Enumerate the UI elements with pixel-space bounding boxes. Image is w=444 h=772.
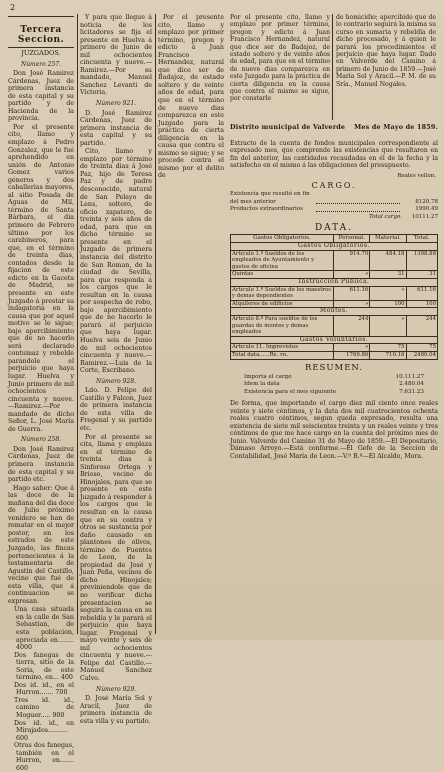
resumen-value: 10.111.27 <box>395 373 424 380</box>
existencia-value: 7.631.23 <box>399 388 424 395</box>
total-cargo-value: 10111.27 <box>411 213 438 220</box>
section-rule <box>8 47 74 48</box>
closing-paragraph: De forma, que importando el cargo diez mil ciento once reales veinte y siete céntimos, y la data dos mil cuatrocientos ochenta reales cuatro céntimos, segun queda expresado, resulta una existencia de siete mil seiscientos treinta y un reales veinte y tres céntimos de que me hace cargo en la cuenta del próximo mes de Junio. Valverde del Camino 31 de Mayo de 1859.—El Depositario, Dámaso Arroyo.—Está conforme.—El Gefe de la Seccion de Contabilidad, José María de Leon.—V.º B.º—El Alcalde, Mora. <box>230 400 438 460</box>
cargo-label: Productos extraordinarios <box>230 206 303 213</box>
row-label: Artículo 1.º Sueldos de los empleados de Ayuntamiento y gastos de oficina <box>231 250 334 271</box>
row-total: 1398.88 <box>406 250 438 271</box>
row-total: 100 <box>406 300 438 308</box>
row-label: Quintas <box>231 271 334 279</box>
resumen-rows <box>230 374 438 389</box>
continuation-column-b: de homicidio; apercibido que de lo contrario seguirá la misma su curso en sumaria y rebeldía de dicho procesado, y á quien le parará los procedimientos el perjuicio que haya lugar. Dado en Valverde del Camino á primero de Junio de 1859.—José María Sol y Aracil.—P. M. de su Sría., Manuel Nogales. <box>336 14 436 88</box>
accounts-area <box>230 14 438 634</box>
row-material: 75 <box>370 344 406 352</box>
data-body <box>231 243 438 352</box>
row-total: 244 <box>406 316 438 337</box>
row-material: 484.18 <box>370 250 406 271</box>
notice-paragraph: Don José Ramirez Cárdenas, Juez de primera instancia de esta capital y su partido etc. <box>8 445 74 484</box>
juzgados-heading: JUZGADOS. <box>21 49 61 57</box>
district-name: Distrito municipal de Valverde <box>230 123 346 131</box>
cargo-heading: CARGO. <box>311 181 357 191</box>
col-header: Personal. <box>334 235 370 243</box>
resumen-heading: RESUMEN. <box>304 362 364 373</box>
account-statement <box>230 140 438 460</box>
property-item: Dos id. id., en Mirajados.......... 600 <box>14 719 74 742</box>
reales-vellon-label: Reales vellon. <box>397 172 436 179</box>
page-number: 2 <box>10 3 17 12</box>
row-material: 100 <box>370 300 406 308</box>
resumen-row <box>230 381 438 388</box>
notice-paragraph: Don José Ramirez Cárdenas, Juez de primera instancia de esta capital y su partido y de Hacienda de la provincia. <box>8 70 74 123</box>
total-cargo-row <box>230 214 438 221</box>
col-header: Material. <box>370 235 406 243</box>
resumen-label: Idem la data <box>244 381 280 388</box>
section-row <box>231 243 438 251</box>
row-personal: » <box>334 271 370 279</box>
row-material: » <box>370 316 406 337</box>
total-personal: 1769.86 <box>334 351 370 359</box>
row-personal: 914.70 <box>334 250 370 271</box>
row-personal: 244 <box>334 316 370 337</box>
column-2 <box>80 14 152 725</box>
property-item: Dos fanegas de tierra, sitio de la Soria, de este término, en... 400 <box>14 651 74 682</box>
notice-continuation <box>230 14 438 120</box>
column-divider <box>332 14 333 120</box>
section-name: Montes. <box>231 308 438 316</box>
existencia-label: Existencia para el mes siguiente <box>244 388 337 395</box>
cargo-value: 8120.78 <box>415 198 438 205</box>
table-row <box>231 316 438 337</box>
existencia-row <box>230 389 438 396</box>
row-total: 75 <box>406 344 438 352</box>
property-item: Dos id. id., en el Hurron....... 700 <box>14 681 74 697</box>
row-material: » <box>370 286 406 300</box>
district-month: Mes de Mayo de 1859. <box>354 123 438 131</box>
property-item: Tres id. id., camino de Moguer..... 900 <box>14 696 74 720</box>
row-label: Artículo 1.º Sueldos de los maestros y demas dependientes <box>231 286 334 300</box>
notice-paragraph: Por el presente cito, llamo y emplazo por primer término, pregon y edicto á Juan Francisco Hernandez, natural que dice ser de Badajoz, de estado soltero y de veinte años de edad, para que en el término de nueve dias comparezca en este Juzgado para la práctica de cierta diligencia en la causa que contra el mismo se sigue; y se procede contra el mismo por el delito de <box>158 14 224 180</box>
notice-number: Número 257. <box>20 60 62 68</box>
total-cargo-label: Total cargo. <box>368 213 402 220</box>
notice-paragraph: D. José Ramirez Cárdenas, Juez de primera instancia de esta capital y su partido. <box>80 109 152 147</box>
notice-paragraph: Cito, llamo y emplazo por término de treinta dias á José Paz, hijo de Teresa Paz y de padre desconocido, natural de San Pelayo de Lens, soltero, de oficio zapatero, de treinta y seis años de edad, para que en dicho término se presente en el Juzgado de primera instancia del distrito de San Roman, de la ciudad de Sevilla, para que responda á los cargos que le resultan en la causa por sospecha de robo, bajo apercibimiento que de no hacerlo le parará el perjuicio que haya lugar. Huelva seis de Junio de mil ochocientos cincuenta y nueve.—Ramirez.—Luis de la Corte, Escribano. <box>80 148 152 375</box>
property-item: Una casa situada en la calle de San Sebastian, de esta poblacion, apreciada en........ 4000 <box>14 606 74 652</box>
notice-paragraph: Por el presente cito, llamo y emplazo á Pedro Gonzalez, que le fué aprehendido en unión de Antonio Gomez varios géneros y dos caballerias mayores, al sitio Posada de Aguas de Mil, término de Santa Bárbara, el dia primero de Febrero último por los carabineros, para que, en el término de treinta dias, contados desde la fijacion de este edicto en la Gaceta de Madrid, se presente en este Juzgado á prestar su indagatoria en la causa que por aquel motivo se le sigue; bajo apercibimiento que de no hacerlo será declarado contumaz y rebelde parándole el perjuicio que haya lugar. Huelva y Junio primero de mil ochocientos cincuenta y nueve.—Ramirez.—Por mandado de dicho Señor, L. José María de Guerra. <box>8 123 74 433</box>
section-row <box>231 308 438 316</box>
total-total: 2480.04 <box>406 351 438 359</box>
table-row <box>231 344 438 352</box>
section-row <box>231 279 438 287</box>
notice-paragraph: Por el presente se cita, llama y emplaza en el término de treinta dias á Sinforoso Ortega y Brioso, vecino de Hinojales, para que se presente en este Juzgado á responder á los cargos que le resultan en la causa que en su contra y otros se sustancia por daño causado en plantones de olivos, término de Fuentes de Leon, de la propiedad de José y Juan Peña, vecinos de dicho Hinojales; previniendole que de no verificar dicha presentacion se seguirá la causa en su rebeldía y le parará el perjuicio que haya lugar. Fregenal y mayo veinte y seis de mil ochocientos cincuenta y nueve.—Felipe del Castillo.—Manuel Sanchez Calvo. <box>80 433 152 683</box>
row-label: Alquileres de edificios <box>231 300 334 308</box>
column-divider <box>77 14 78 634</box>
row-total: 31 <box>406 271 438 279</box>
cargo-value: 1990.49 <box>415 206 438 213</box>
col-header: Total. <box>406 235 438 243</box>
leader-dots <box>316 211 400 212</box>
row-material: 31 <box>370 271 406 279</box>
resumen-value: 2.480.04 <box>399 381 424 388</box>
section-name: Instruccion Pública. <box>231 279 438 287</box>
notice-paragraph: Y para que llegue á noticia de los licitadores se fija el presente en Huelva á primero de Junio de mil ochocientos cincuenta y nueve.—Ramirez.—Por su mandado, Manuel Sanchez Levanti de Victoria. <box>80 14 152 97</box>
section-row <box>231 336 438 344</box>
notice-number: Número 928. <box>95 377 137 385</box>
column-divider <box>155 14 156 634</box>
continuation-column-a: Por el presente cito, llamo y emplazo por primer término, pregon y edicto á Juan Francisco Hernandez, natural que dice ser de Badajoz, de estado soltero y de veinte años de edad, para que en el término de nueve dias comparezca en este Juzgado para la práctica de cierta diligencia en la causa que contra el mismo se sigue, por constarle <box>230 14 330 103</box>
district-heading <box>230 124 438 131</box>
total-material: 710.18 <box>370 351 406 359</box>
cargo-rows <box>230 191 438 213</box>
row-label: Artículo 8.º Para sueldos de los guardas de montes y demas empleados <box>231 316 334 337</box>
column-3 <box>158 14 224 634</box>
property-item: Otras dos fanegas, también en el Hurron, en....... 600 <box>14 742 74 772</box>
col-header: Gastos Obligatorios. <box>231 235 334 243</box>
statement-intro: Extracto de la cuenta de fondos municipales correspondiente al expresado mes, que comprende las existencias que resultaron en fin del anterior, las cantidades recaudadas en él de la fecha y la satisfecho en el mismo á las obligaciones del presupuesto. <box>230 140 438 170</box>
row-label: Artículo 11. Imprevistos <box>231 344 334 352</box>
table-row <box>231 250 438 271</box>
leader-dots <box>316 203 400 204</box>
row-total: 611.16 <box>406 286 438 300</box>
row-personal: » <box>334 300 370 308</box>
resumen-label: Importa el cargo <box>244 373 292 380</box>
data-heading: DATA. <box>314 223 354 234</box>
row-personal: » <box>334 344 370 352</box>
notice-number: Número 258. <box>20 436 62 444</box>
notice-paragraph: Hago saber: Que á las doce de la mañana del dia doce de Julio próximo venidero se han de rematar en el mejor postor, en los estrados de este Juzgado, las fincas pertenecientes á la testamentaria de Agustin del Castillo, vecino que fué de esta villa, que á continuacion se expresan. <box>8 484 74 605</box>
section-title: Tercera Seccion. <box>17 25 65 45</box>
notice-number: Número 929. <box>95 685 137 693</box>
data-table <box>230 234 438 359</box>
top-rule <box>8 16 74 17</box>
row-personal: 611.16 <box>334 286 370 300</box>
notice-paragraph: Ldo. D. Felipe del Castillo y Falcon, Juez de primera instancia de esta villa de Fregenal y su partido etc. <box>80 387 152 432</box>
notice-paragraph: D. José María Sol y Aracil, Juez de primera instancia de esta villa y su partido. <box>80 695 152 725</box>
cargo-label: Existencia que resultó en fin del mes anterior <box>230 191 310 205</box>
cargo-row <box>230 191 438 206</box>
left-columns <box>8 14 224 772</box>
table-row <box>231 286 438 300</box>
notice-number: Número 921. <box>95 100 137 108</box>
total-data-label: Total data......Rs. vn. <box>231 351 334 359</box>
section-name: Gastos Obligatorios. <box>231 243 438 251</box>
column-1 <box>8 14 74 772</box>
resumen-row <box>230 374 438 381</box>
section-name: Gastos Voluntarios. <box>231 336 438 344</box>
total-data-row <box>231 351 438 359</box>
cargo-row <box>230 206 438 213</box>
